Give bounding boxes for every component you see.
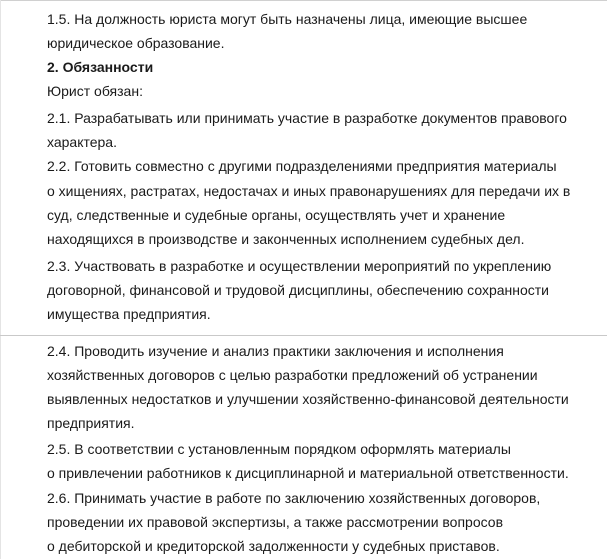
text-line: проведении их правовой экспертизы, а также рассмотрении вопросов (47, 514, 504, 530)
text-line: 2.4. Проводить изучение и анализ практики заключения и исполнения (47, 343, 504, 359)
text-line: предприятия. (47, 415, 135, 431)
text-line: 2.2. Готовить совместно с другими подразделениями предприятия материалы (47, 158, 557, 174)
text-line: суд, следственные и судебные органы, осуществлять учет и хранение (47, 207, 506, 223)
section-divider (0, 335, 607, 336)
text-line: выявленных недостатков и улучшении хозяйственно-финансовой деятельности (47, 391, 569, 407)
text-line: 2.5. В соответствии с установленным порядком оформлять материалы (47, 441, 511, 457)
text-line: 2.1. Разрабатывать или принимать участие в разработке документов правового (47, 110, 567, 126)
text-line: хозяйственных договоров с целью разработки предложений об устранении (47, 367, 538, 383)
text-line: имущества предприятия. (47, 306, 211, 322)
text-line: 1.5. На должность юриста могут быть назначены лица, имеющие высшее (47, 11, 528, 27)
text-line: договорной, финансовой и трудовой дисциплины, обеспечению сохранности (47, 282, 550, 298)
text-line: находящихся в производстве и законченных исполнением судебных дел. (47, 231, 525, 247)
document-section-2 (0, 338, 607, 559)
text-line: Юрист обязан: (47, 83, 143, 99)
text-line: о привлечении работников к дисциплинарной и материальной ответственности. (47, 465, 569, 481)
text-line: о дебиторской и кредиторской задолженности у судебных приставов. (47, 538, 500, 554)
text-line: 2.6. Принимать участие в работе по заключению хозяйственных договоров, (47, 490, 541, 506)
section-heading: 2. Обязанности (47, 59, 154, 75)
text-line: юридическое образование. (47, 35, 225, 51)
text-line: о хищениях, растратах, недостачах и иных правонарушениях для передачи их в (47, 183, 571, 199)
text-line: характера. (47, 134, 117, 150)
text-line: 2.3. Участвовать в разработке и осуществлении мероприятий по укреплению (47, 258, 552, 274)
